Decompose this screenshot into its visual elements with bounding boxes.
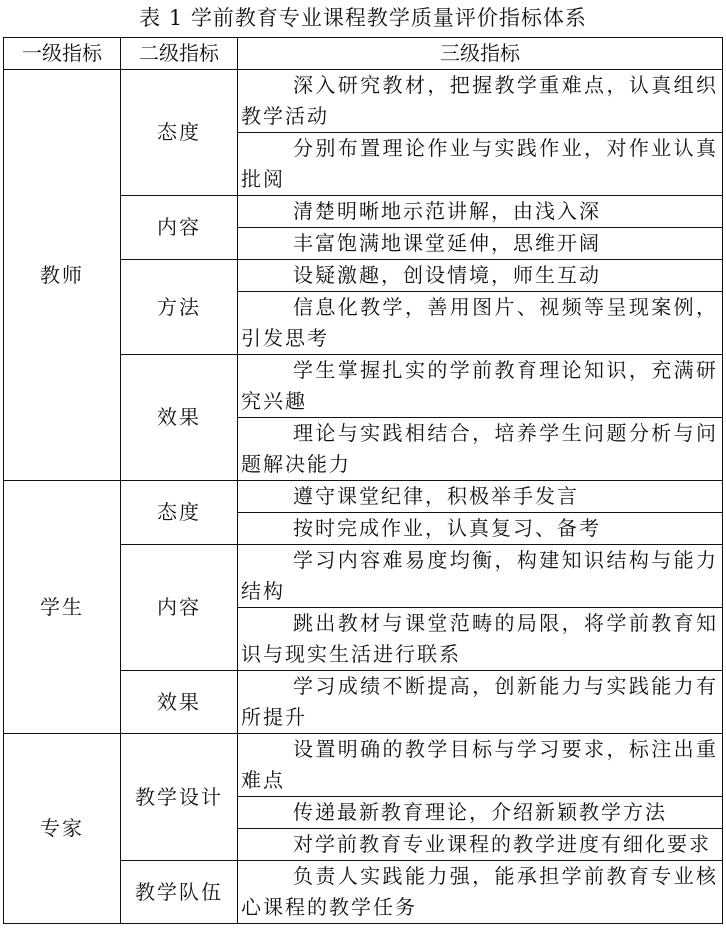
level1-cell: 学生 [4, 481, 121, 734]
level3-cell: 负责人实践能力强，能承担学前教育专业核心课程的教学任务 [238, 861, 723, 924]
level3-cell: 对学前教育专业课程的教学进度有细化要求 [238, 829, 723, 861]
table-caption: 表 1 学前教育专业课程教学质量评价指标体系 [139, 6, 587, 30]
level3-cell: 清楚明晰地示范讲解，由浅入深 [238, 196, 723, 228]
level1-cell: 专家 [4, 734, 121, 924]
level3-cell: 按时完成作业，认真复习、备考 [238, 513, 723, 545]
level3-cell: 跳出教材与课堂范畴的局限，将学前教育知识与现实生活进行联系 [238, 608, 723, 671]
level3-cell: 分别布置理论作业与实践作业，对作业认真批阅 [238, 133, 723, 196]
level3-cell: 信息化教学，善用图片、视频等呈现案例，引发思考 [238, 292, 723, 355]
level2-cell: 内容 [121, 196, 238, 260]
table-row [4, 734, 723, 797]
header-level1: 一级指标 [4, 38, 121, 70]
level2-cell: 态度 [121, 70, 238, 196]
level3-cell: 丰富饱满地课堂延伸，思维开阔 [238, 228, 723, 260]
level3-cell: 设置明确的教学目标与学习要求，标注出重难点 [238, 734, 723, 797]
level2-cell: 教学队伍 [121, 861, 238, 924]
evaluation-index-table [3, 37, 723, 924]
level1-cell: 教师 [4, 70, 121, 481]
header-level2: 二级指标 [121, 38, 238, 70]
level3-cell: 设疑激趣，创设情境，师生互动 [238, 260, 723, 292]
level2-cell: 内容 [121, 545, 238, 671]
level3-cell: 遵守课堂纪律，积极举手发言 [238, 481, 723, 513]
level3-cell: 理论与实践相结合，培养学生问题分析与问题解决能力 [238, 418, 723, 481]
level2-cell: 效果 [121, 355, 238, 481]
header-level3: 三级指标 [238, 38, 723, 70]
table-row [4, 481, 723, 513]
level3-cell: 传递最新教育理论，介绍新颖教学方法 [238, 797, 723, 829]
level2-cell: 效果 [121, 671, 238, 734]
level2-cell: 教学设计 [121, 734, 238, 861]
table-row [4, 70, 723, 133]
header-row [4, 38, 723, 70]
level3-cell: 学生掌握扎实的学前教育理论知识，充满研究兴趣 [238, 355, 723, 418]
level2-cell: 方法 [121, 260, 238, 355]
level3-cell: 学习成绩不断提高，创新能力与实践能力有所提升 [238, 671, 723, 734]
level3-cell: 学习内容难易度均衡，构建知识结构与能力结构 [238, 545, 723, 608]
level3-cell: 深入研究教材，把握教学重难点，认真组织教学活动 [238, 70, 723, 133]
level2-cell: 态度 [121, 481, 238, 545]
